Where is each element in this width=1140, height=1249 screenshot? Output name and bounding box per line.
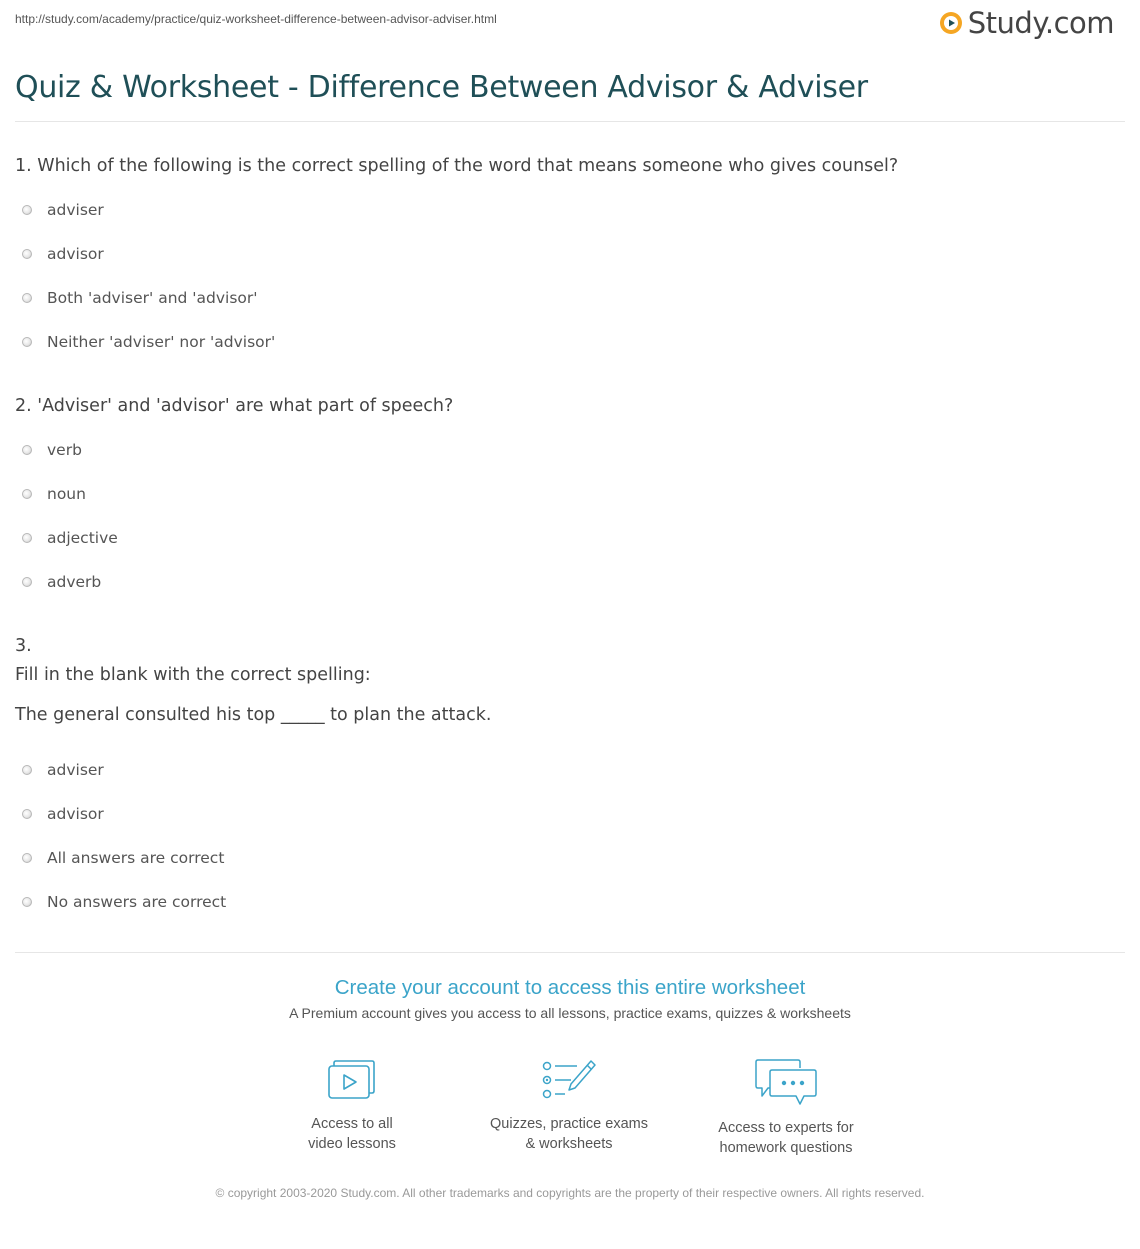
option-label: Neither 'adviser' nor 'advisor' <box>47 333 276 351</box>
question-1-text: 1. Which of the following is the correct spelling of the word that means someone who gives counsel? <box>15 156 899 176</box>
answer-option[interactable] <box>22 483 118 527</box>
answer-option[interactable] <box>22 243 275 287</box>
feature-quizzes <box>474 1058 664 1154</box>
option-label: No answers are correct <box>47 893 227 911</box>
radio-button[interactable] <box>22 293 32 303</box>
question-2-text: 2. 'Adviser' and 'advisor' are what part of speech? <box>15 396 454 416</box>
radio-button[interactable] <box>22 853 32 863</box>
radio-button[interactable] <box>22 249 32 259</box>
option-label: verb <box>47 441 82 459</box>
answer-option[interactable] <box>22 331 275 375</box>
answer-option[interactable] <box>22 287 275 331</box>
feature-experts <box>691 1058 881 1158</box>
option-label: advisor <box>47 805 104 823</box>
question-3-options <box>22 759 226 935</box>
answer-option[interactable] <box>22 803 226 847</box>
question-3-sentence: The general consulted his top _____ to plan the attack. <box>15 705 492 725</box>
question-2-options <box>22 439 118 615</box>
radio-button[interactable] <box>22 765 32 775</box>
option-label: All answers are correct <box>47 849 225 867</box>
radio-button[interactable] <box>22 337 32 347</box>
radio-button[interactable] <box>22 897 32 907</box>
cta-title-link[interactable]: Create your account to access this entire worksheet <box>334 976 806 999</box>
page-url: http://study.com/academy/practice/quiz-worksheet-difference-between-advisor-adviser.html <box>15 12 497 26</box>
chat-bubbles-icon <box>754 1058 818 1106</box>
option-label: adverb <box>47 573 102 591</box>
radio-button[interactable] <box>22 445 32 455</box>
option-label: advisor <box>47 245 104 263</box>
title-divider <box>15 121 1125 122</box>
question-3-number: 3. <box>15 636 32 656</box>
study-logo[interactable] <box>939 6 1114 40</box>
option-label: Both 'adviser' and 'advisor' <box>47 289 258 307</box>
answer-option[interactable] <box>22 847 226 891</box>
question-1-options <box>22 199 275 375</box>
cta-divider <box>15 952 1125 953</box>
radio-button[interactable] <box>22 489 32 499</box>
radio-button[interactable] <box>22 205 32 215</box>
option-label: noun <box>47 485 86 503</box>
copyright-notice: © copyright 2003-2020 Study.com. All other trademarks and copyrights are the property of their respective owners. All rights reserved. <box>215 1186 925 1200</box>
answer-option[interactable] <box>22 571 118 615</box>
answer-option[interactable] <box>22 439 118 483</box>
answer-option[interactable] <box>22 759 226 803</box>
feature-line-1: Access to experts for <box>718 1120 854 1136</box>
feature-line-2: homework questions <box>719 1140 853 1156</box>
option-label: adjective <box>47 529 118 547</box>
question-3-instruction: Fill in the blank with the correct spelling: <box>15 665 371 685</box>
feature-video-lessons <box>257 1058 447 1154</box>
feature-line-2: & worksheets <box>525 1136 613 1152</box>
video-lessons-icon <box>326 1058 378 1102</box>
answer-option[interactable] <box>22 199 275 243</box>
radio-button[interactable] <box>22 577 32 587</box>
play-circle-icon <box>939 11 963 35</box>
answer-option[interactable] <box>22 527 118 571</box>
logo-text: Study.com <box>967 6 1114 40</box>
checklist-icon <box>541 1058 597 1102</box>
cta-subtitle: A Premium account gives you access to all lessons, practice exams, quizzes & worksheets <box>289 1005 851 1021</box>
feature-line-1: Quizzes, practice exams <box>490 1116 648 1132</box>
option-label: adviser <box>47 201 104 219</box>
radio-button[interactable] <box>22 533 32 543</box>
feature-line-1: Access to all <box>311 1116 393 1132</box>
radio-button[interactable] <box>22 809 32 819</box>
feature-line-2: video lessons <box>308 1136 396 1152</box>
answer-option[interactable] <box>22 891 226 935</box>
page-title: Quiz & Worksheet - Difference Between Advisor & Adviser <box>15 70 868 105</box>
option-label: adviser <box>47 761 104 779</box>
